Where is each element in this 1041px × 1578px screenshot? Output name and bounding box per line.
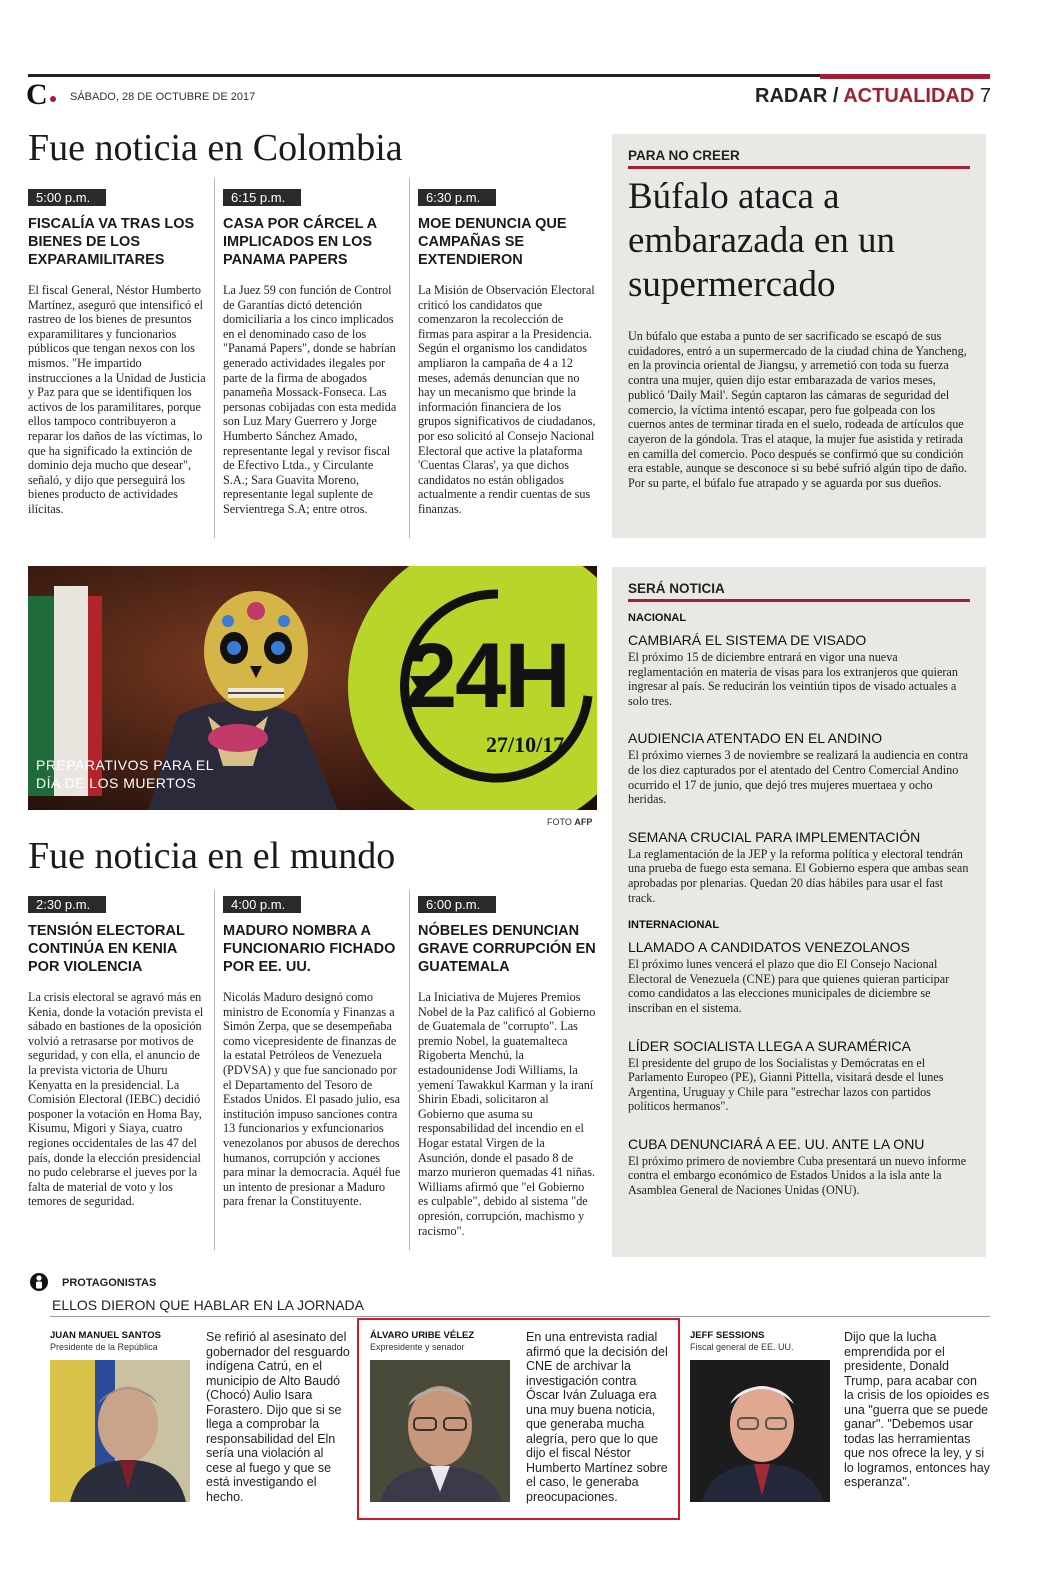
24h-badge-text: 24H (406, 625, 569, 727)
article-headline: MADURO NOMBRA A FUNCIONARIO FICHADO POR EE. UU. (223, 923, 396, 975)
column-divider (409, 178, 410, 538)
item-body: El próximo 15 de diciembre entrará en vigor una nueva reglamentación en materia de visas para los extranjeros que quieran ingresar al país. Se reducirán los veintiún tipos de visado actuales a solo tres. (628, 650, 958, 708)
item-body: El próximo viernes 3 de noviembre se realizará la audiencia en contra de los diez capturados por el atentado del Centro Comercial Andino ocurrido el 17 de junio, que dejó tres mujeres muertaea y ocho heridas. (628, 748, 969, 807)
item-headline: CUBA DENUNCIARÁ A EE. UU. ANTE LA ONU (628, 1135, 925, 1152)
subsection-name: ACTUALIDAD (843, 85, 975, 107)
item-headline: LLAMADO A CANDIDATOS VENEZOLANOS (628, 939, 910, 956)
protagonista-name: JUAN MANUEL SANTOS (50, 1330, 162, 1341)
portrait-image (690, 1360, 830, 1502)
protagonistas-rule (50, 1316, 990, 1317)
item-body: El próximo primero de noviembre Cuba presentará un nuevo informe contra el embargo económico de Estados Unidos a la isla ante la Asamblea General de Naciones Unidas (ONU). (628, 1153, 967, 1198)
protagonista-role: Presidente de la República (50, 1342, 158, 1352)
item-body: El presidente del grupo de los Socialistas y Demócratas en el Parlamento Europeo (PE), Gianni Pittella, visitará desde el lunes Argentina, Uruguay y Chile para "estrechar lazos con partidos políticos hermanos". (628, 1055, 944, 1114)
section-header (755, 85, 991, 108)
page-number: 7 (979, 85, 991, 107)
protagonista-quote: Se refirió al asesinato del gobernador del resguardo indígena Catrú, en el municipio de Alto Baudó (Chocó) Aulio Isara Forastero. Dijo que si se llega a comprobar la responsabilidad del Eln sería una violación al cese al fuego y que se está investigando el hecho. (206, 1330, 350, 1504)
header-rule-accent (820, 74, 990, 79)
sera-noticia-item (628, 1038, 970, 1114)
article-time: 6:15 p.m. (223, 189, 301, 206)
item-headline: AUDIENCIA ATENTADO EN EL ANDINO (628, 730, 883, 747)
colombia-article-3 (418, 189, 596, 517)
article-time: 5:00 p.m. (28, 189, 106, 206)
article-time: 2:30 p.m. (28, 896, 106, 913)
photo-credit-agency: AFP (574, 817, 593, 827)
photo-credit-prefix: FOTO (547, 817, 572, 827)
article-time: 4:00 p.m. (223, 896, 301, 913)
article-time: 6:30 p.m. (418, 189, 496, 206)
sera-noticia-item (628, 1136, 970, 1198)
protagonista-quote: Dijo que la lucha emprendida por el presidente, Donald Trump, para acabar con la crisis de los opioides es una "guerra que se puede ganar". "Debemos usar todas las herramientas que nos ofrece la ley, y si lo logramos, entonces hay esperanza". (844, 1330, 990, 1489)
mundo-section-title: Fue noticia en el mundo (28, 835, 396, 877)
item-headline: LÍDER SOCIALISTA LLEGA A SURAMÉRICA (628, 1037, 911, 1054)
article-body: Nicolás Maduro designó como ministro de Economía y Finanzas a Simón Zerpa, que se desempeñaba como vicepresidente de finanzas de la estatal Petróleos de Venezuela (PDVSA) y que fue sancionado por el Departamento del Tesoro de Estados Unidos. El pasado julio, esa institución impuso sanciones contra 13 funcionarios y exfuncionarios venezolanos por abusos de derechos humanos, corrupción y acciones para minar la democracia. Aquél fue un intento de presionar a Maduro para frenar la Constituyente. (223, 990, 401, 1209)
article-headline: NÓBELES DENUNCIAN GRAVE CORRUPCIÓN EN GUATEMALA (418, 923, 596, 975)
para-no-creer-label: PARA NO CREER (628, 148, 740, 163)
column-divider (214, 178, 215, 538)
article-headline: CASA POR CÁRCEL A IMPLICADOS EN LOS PANAMA PAPERS (223, 216, 377, 268)
protagonista-name: JEFF SESSIONS (690, 1330, 765, 1341)
mundo-article-1 (28, 896, 206, 1209)
article-headline: MOE DENUNCIA QUE CAMPAÑAS SE EXTENDIERON (418, 216, 567, 268)
protagonista-quote: En una entrevista radial afirmó que la decisión del CNE de archivar la investigación contra Óscar Iván Zuluaga era una muy buena noticia, que generaba mucha alegría, pero que lo que dijo el fiscal Néstor Humberto Martínez sobre el caso, le generaba preocupaciones. (526, 1330, 668, 1504)
protagonista-sessions (690, 1330, 990, 1489)
24h-badge-date: 27/10/17 (486, 732, 565, 757)
protagonista-santos (50, 1330, 350, 1504)
article-body: El fiscal General, Néstor Humberto Martínez, aseguró que intensificó el rastreo de los bienes de presuntos exparamilitares y funcionarios públicos que tengan nexos con los mismos. "He impartido instrucciones a la Unidad de Justicia y Paz para que se identifiquen los activos de los paramilitares, porque ellos tampoco contribuyeron a reparar los daños de las víctimas, lo que ha significado la extinción de dominio deja mucho que desear", señaló, y dijo que perseguirá los bienes producto de actividades ilícitas. (28, 283, 206, 516)
item-body: El próximo lunes vencerá el plazo que dio El Consejo Nacional Electoral de Venezuela (CNE) para que quienes quieran participar como candidatos a las elecciones municipales de diciembre se inscriban en el sistema. (628, 957, 950, 1015)
sera-noticia-item (628, 829, 970, 905)
article-time: 6:00 p.m. (418, 896, 496, 913)
photo-caption-line-1: PREPARATIVOS PARA EL (36, 757, 215, 773)
santos-portrait (50, 1360, 190, 1502)
newspaper-logo: C (26, 78, 48, 111)
sera-noticia-item (628, 730, 970, 806)
protagonistas-subtitle: ELLOS DIERON QUE HABLAR EN LA JORNADA (52, 1297, 364, 1313)
mundo-article-2 (223, 896, 401, 1209)
logo-dot-icon (50, 96, 56, 102)
column-divider (214, 890, 215, 1250)
para-no-creer-box (612, 134, 986, 538)
sera-noticia-item (628, 939, 970, 1015)
item-body: La reglamentación de la JEP y la reforma política y electoral tendrán una prueba de fuego esta semana. El Gobierno espera que ambas sean aprobadas por plenarias. Quedan 20 días hábiles para usar el fast track. (628, 846, 969, 905)
internacional-label: INTERNACIONAL (628, 919, 720, 932)
colombia-article-2 (223, 189, 401, 517)
article-body: La Iniciativa de Mujeres Premios Nobel de la Paz calificó al Gobierno de Guatemala de "corrupto". Las premio Nobel, la guatemalteca Rigoberta Menchú, la estadounidense Jodi Williams, la yemení Tawakkul Karman y la iraní Shirin Ebadi, solicitaron al Gobierno que asuma su responsabilidad del incendio en el Hogar estatal Virgen de la Asunción, donde el pasado 8 de marzo murieron quemadas 41 niñas. Williams afirmó que "el Gobierno es culpable", debido al sistema "de opresión, corrupción, machismo y racismo". (418, 990, 596, 1238)
box-label-rule (628, 166, 970, 169)
article-headline: FISCALÍA VA TRAS LOS BIENES DE LOS EXPARAMILITARES (28, 216, 195, 268)
sera-noticia-label: SERÁ NOTICIA (628, 581, 725, 596)
box-label-rule (628, 599, 970, 602)
protagonistas-label: PROTAGONISTAS (62, 1277, 157, 1289)
section-name: RADAR / (755, 85, 839, 107)
protagonista-role: Fiscal general de EE. UU. (690, 1342, 794, 1352)
nacional-label: NACIONAL (628, 612, 687, 624)
article-body: La crisis electoral se agravó más en Kenia, donde la votación prevista el sábado en bastiones de la oposición volvió a retrasarse por motivos de seguridad, y con ella, el anuncio de la prevista victoria de Uhuru Kenyatta en la presidencial. La Comisión Electoral (IEBC) decidió posponer la votación en Homa Bay, Kisumu, Migori y Siaya, cuatro regiones occidentales de las 47 del país, donde la elección presidencial no pudo celebrarse el jueves por la falta de material de voto y los temores de seguridad. (28, 990, 204, 1209)
person-icon (30, 1272, 48, 1292)
photo-caption-line-2: DÍA DE LOS MUERTOS (36, 775, 197, 791)
article-body: La Juez 59 con función de Control de Garantías dictó detención domiciliaria a los cinco implicados en el denominado caso de los "Panamá Papers", donde se habrían generado actividades ilegales por parte de la firma de abogados panameña Mossack-Fonseca. Las personas cobijadas con esta medida son Luz Mary Guerrero y Jorge Humberto Sánchez Amado, representante legal y revisor fiscal de Efectivo Ltda., y Circulante S.A.; Sara Guavita Moreno, representante legal suplente de Servientrega S.A; entre otros. (223, 283, 397, 516)
portrait-image (50, 1360, 190, 1502)
item-headline: SEMANA CRUCIAL PARA IMPLEMENTACIÓN (628, 828, 921, 845)
article-body: La Misión de Observación Electoral criticó los candidatos que comenzaron la recolección de firmas para aspirar a la Presidencia. Según el organismo los candidatos ampliaron la campaña de 4 a 12 meses, además denuncian que no hay un mecanismo que brinde la información financiera de los grupos significativos de ciudadanos, por eso solicitó al Consejo Nacional Electoral que active la plataforma 'Cuentas Claras', ya que dichos candidatos no están obligados actualmente a rendir cuentas de sus finanzas. (418, 283, 596, 516)
sera-noticia-box (612, 567, 986, 1257)
highlight-box (357, 1318, 680, 1520)
mundo-article-3 (418, 896, 596, 1238)
photo-credit (547, 817, 592, 827)
colombia-section-title: Fue noticia en Colombia (28, 127, 403, 169)
item-headline: CAMBIARÁ EL SISTEMA DE VISADO (628, 632, 867, 648)
sessions-portrait (690, 1360, 830, 1502)
photo-caption (36, 756, 214, 792)
publication-date: SÁBADO, 28 DE OCTUBRE DE 2017 (70, 91, 256, 103)
colombia-article-1 (28, 189, 206, 517)
protagonista-name: ÁLVARO URIBE VÉLEZ (370, 1330, 475, 1341)
para-no-creer-title: Búfalo ataca a embarazada en un supermercado (628, 176, 896, 305)
article-headline: TENSIÓN ELECTORAL CONTINÚA EN KENIA POR VIOLENCIA (28, 923, 185, 975)
sera-noticia-item (628, 632, 970, 708)
para-no-creer-body: Un búfalo que estaba a punto de ser sacrificado se escapó de sus cuidadores, entró a un supermercado de la ciudad china de Yancheng, en la provincia oriental de Jiangsu, y arremetió con toda su fuerza contra una mujer, quien dijo estar embarazada de varios meses, publicó 'Daily Mail'. Según captaron las cámaras de seguridad del comercio, la víctima intentó escapar, pero fue golpeada con los cuernos antes de terminar tirada en el suelo, rodeada de artículos que cayeron de la góndola. Tras el ataque, la mujer fue asistida y retirada en camilla del comercio. Poco después se confirmó que su condición era estable, aunque se desconoce si su bebé sufrió algún tipo de daño. Por su parte, el búfalo fue atrapado y se aguarda por sus dueños. (628, 329, 968, 491)
column-divider (409, 890, 410, 1250)
protagonista-role: Expresidente y senador (370, 1342, 465, 1352)
